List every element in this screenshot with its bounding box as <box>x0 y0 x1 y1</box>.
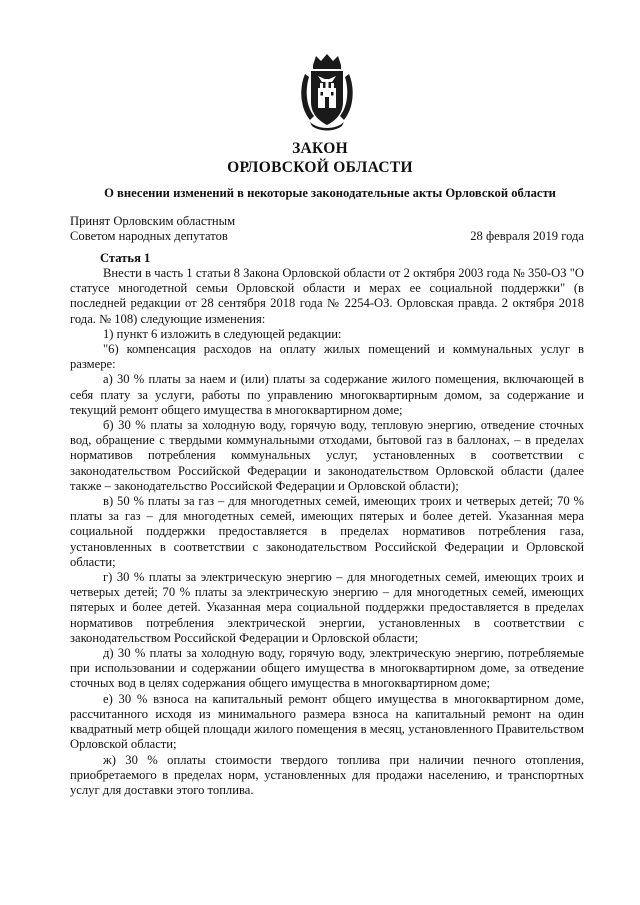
article-paragraph: 1) пункт 6 изложить в следующей редакции: <box>103 326 342 341</box>
article-paragraph: е) 30 % взноса на капитальный ремонт общего имущества в многоквартирном доме, рассчитанного исходя из минимального размера взноса на капитальный ремонт на один квадратный метр общей площади жилого помещения в месяц, установленного Правительством Орловской области; <box>70 691 584 752</box>
adoption-date: 28 февраля 2019 года <box>470 229 584 243</box>
article-paragraph: а) 30 % платы за наем и (или) платы за содержание жилого помещения, включающей в себя плату за услуги, работы по управлению многоквартирным домом, за содержание и текущий ремонт общего имущества в многоквартирном доме; <box>70 372 584 417</box>
article-paragraph: ж) 30 % оплаты стоимости твердого топлива при наличии печного отопления, приобретаемого в пределах норм, установленных для продажи населению, и транспортных услуг для доставки этого топлива. <box>70 752 584 797</box>
article-heading: Статья 1 <box>100 251 151 265</box>
region-title: ОРЛОВСКОЙ ОБЛАСТИ <box>227 159 413 176</box>
adoption-block <box>70 214 370 244</box>
coat-of-arms-icon <box>296 52 358 132</box>
law-title: ЗАКОН <box>292 140 348 157</box>
article-paragraph: г) 30 % платы за электрическую энергию – для многодетных семей, имеющих троих и четверых детей; 70 % платы за электрическую энергию – для многодетных семей, имеющих пятерых и более детей. Указанная мера социальной поддержки предоставляется в пределах нормативов потребления электрической энергии, установленных в соответствии с законодательством Российской Федерации и Орловской области; <box>70 570 584 645</box>
article-body <box>70 266 584 798</box>
article-paragraph: б) 30 % платы за холодную воду, горячую воду, тепловую энергию, отведение сточных вод, обращение с твердыми коммунальными отходами, бытовой газ в баллонах, – в пределах нормативов потребления коммунальных услуг, установленных в соответствии с законодательством Российской Федерации и законодательством Орловской области (далее также – законодательство Российской Федерации и Орловской области); <box>70 418 584 493</box>
article-paragraph: Внести в часть 1 статьи 8 Закона Орловской области от 2 октября 2003 года № 350-ОЗ "О статусе многодетной семьи Орловской области и мерах ее социальной поддержки" (в последней редакции от 28 сентября 2018 года № 2254-ОЗ. Орловская правда. 2 октября 2018 года. № 108) следующие изменения: <box>70 266 584 326</box>
adoption-line-1: Принят Орловским областным <box>70 214 236 228</box>
law-subtitle: О внесении изменений в некоторые законодательные акты Орловской области <box>104 186 556 200</box>
article-paragraph: в) 50 % платы за газ – для многодетных семей, имеющих троих и четверых детей; 70 % платы за газ – для многодетных семей, имеющих пятерых и более детей. Указанная мера социальной поддержки предоставляется в пределах нормативов потребления газа, установленных в соответствии с законодательством Российской Федерации и Орловской области; <box>70 494 584 569</box>
adoption-line-2: Советом народных депутатов <box>70 229 228 244</box>
article-paragraph: д) 30 % платы за холодную воду, горячую воду, электрическую энергию, потребляемые при использовании и содержании общего имущества в многоквартирном доме, за отведение сточных вод в целях содержания общего имущества в многоквартирном доме; <box>70 646 584 691</box>
article-paragraph: "6) компенсация расходов на оплату жилых помещений и коммунальных услуг в размере: <box>70 342 584 372</box>
